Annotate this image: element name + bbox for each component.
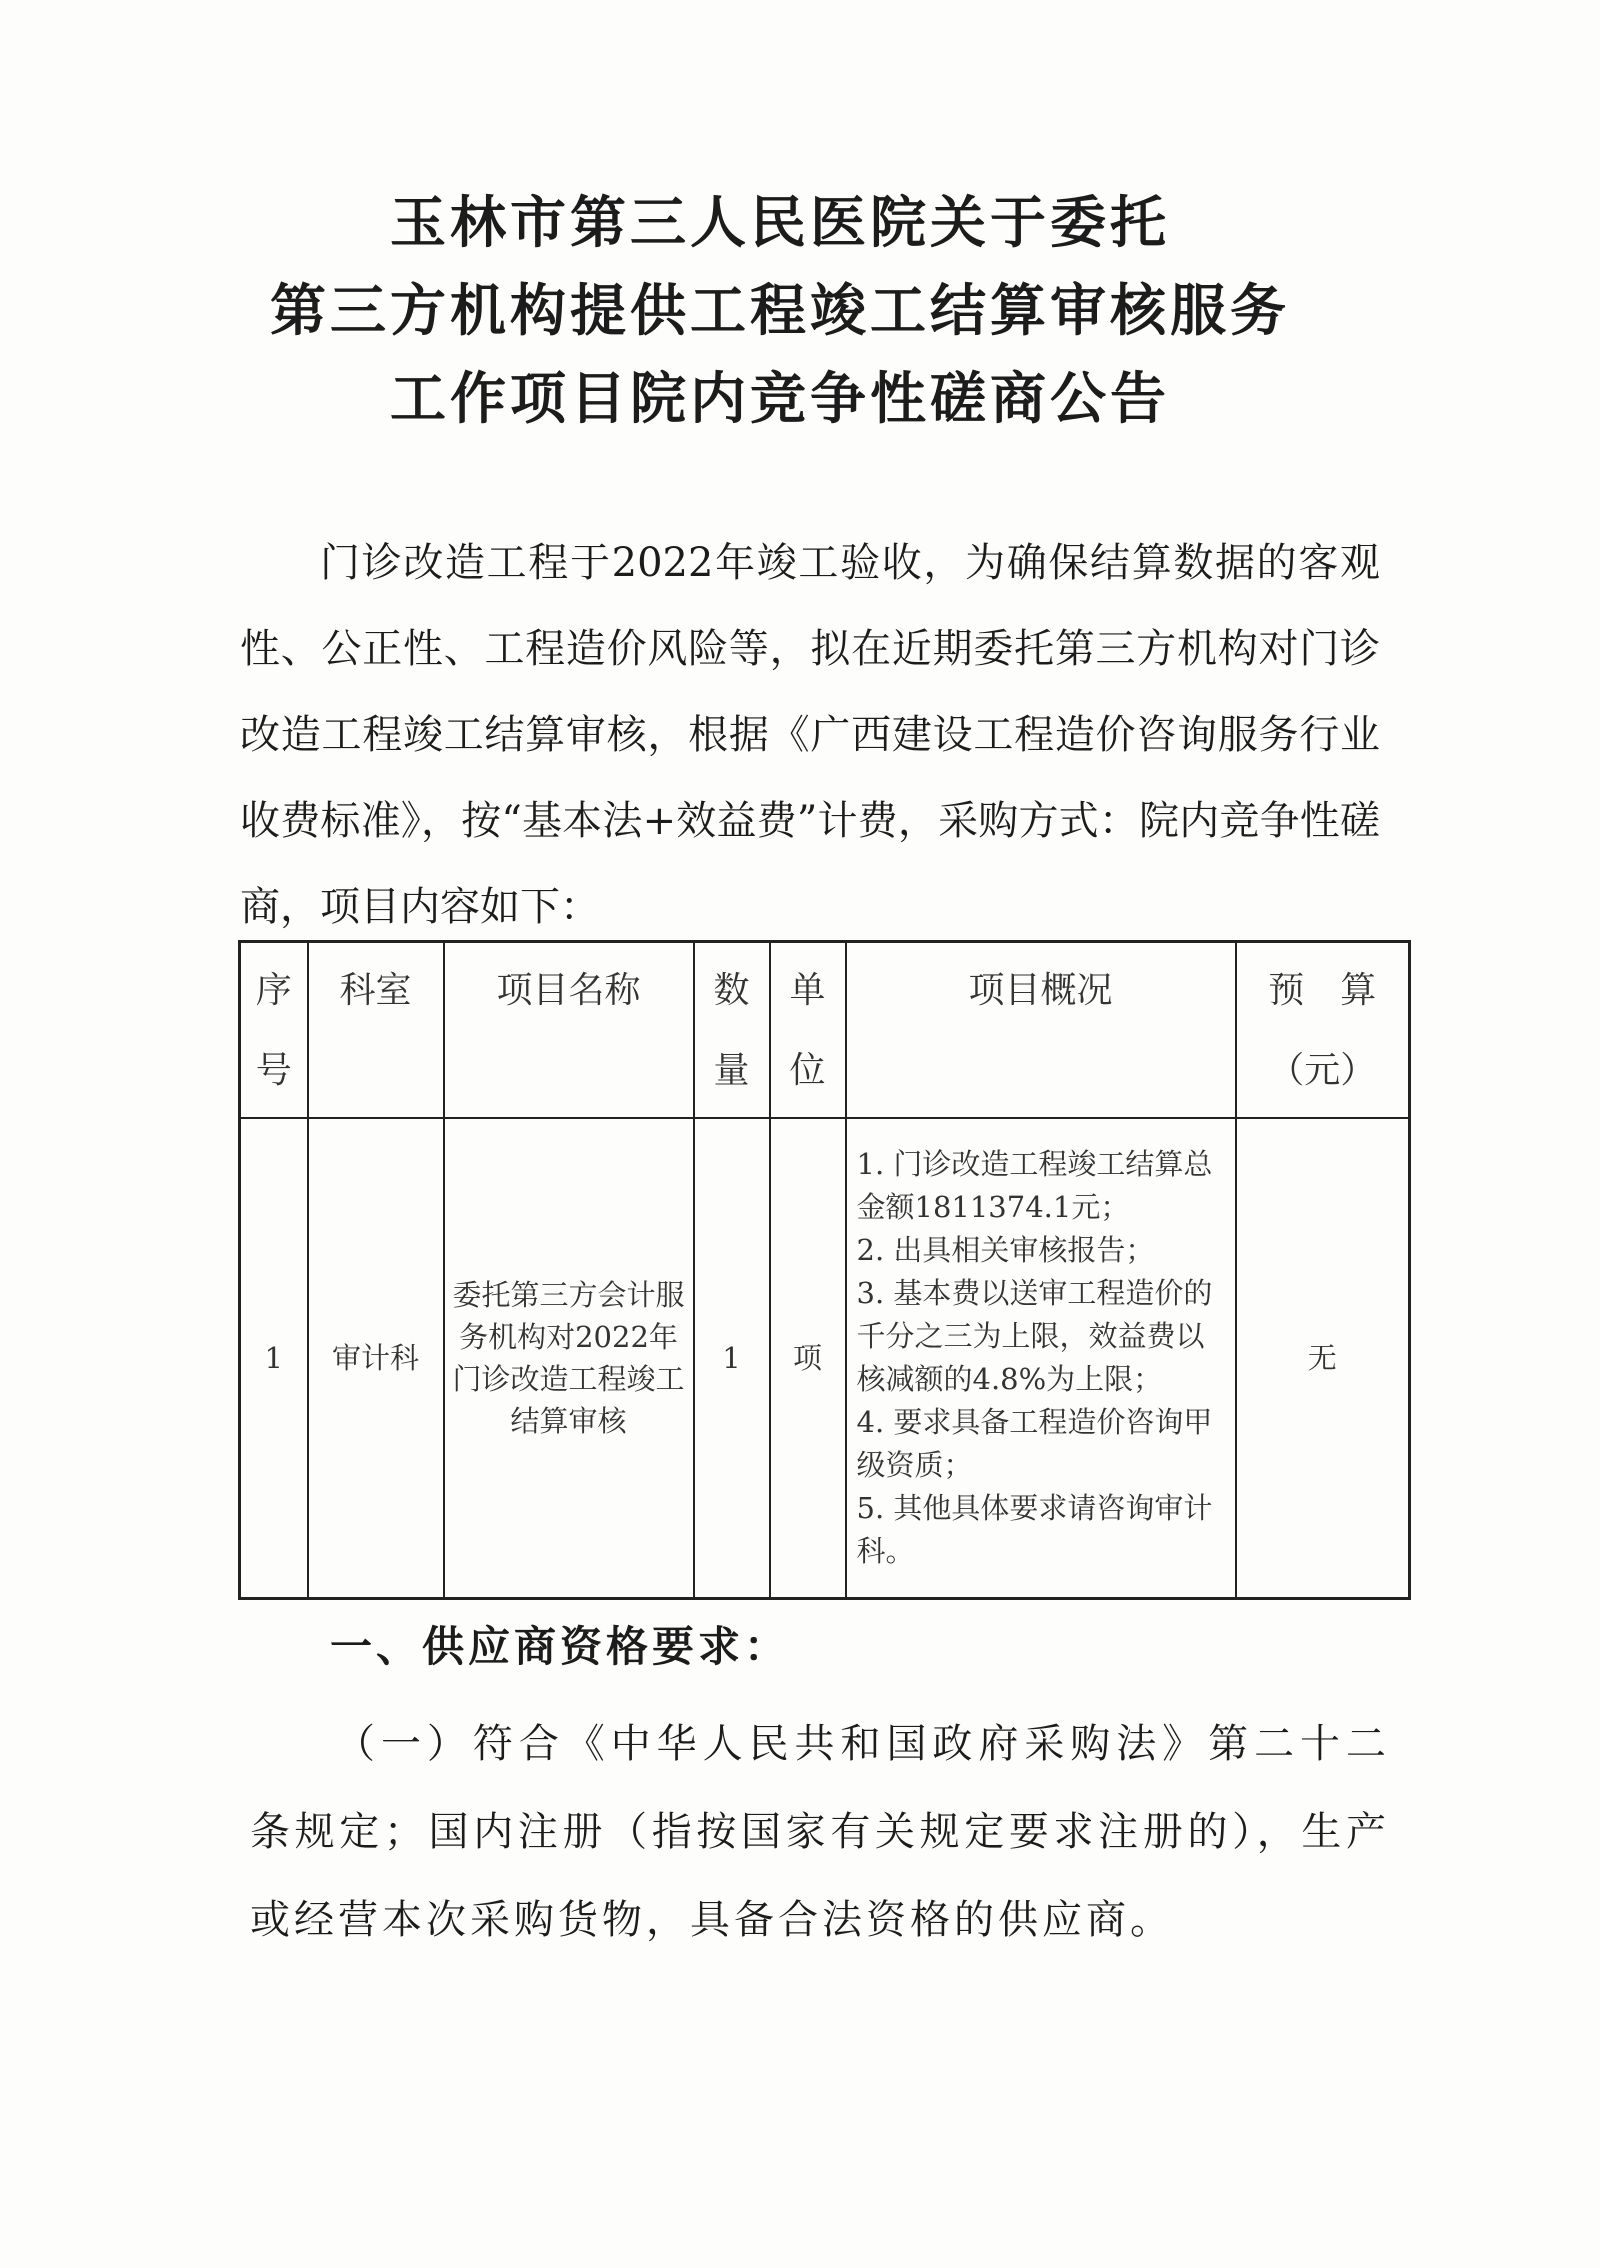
header-dept: 科室 — [308, 942, 444, 1119]
header-seq: 序 号 — [240, 942, 308, 1119]
cell-name: 委托第三方会计服务机构对2022年门诊改造工程竣工结算审核 — [444, 1118, 694, 1599]
document-title — [200, 180, 1360, 444]
project-table — [238, 940, 1411, 1600]
overview-item-1: 1. 门诊改造工程竣工结算总金额1811374.1元； — [856, 1147, 1213, 1224]
header-overview: 项目概况 — [846, 942, 1236, 1119]
clause-paragraph — [250, 1700, 1390, 1964]
section-heading: 一、供应商资格要求： — [330, 1622, 791, 1671]
table-row — [240, 1118, 1410, 1599]
clause-1-text: （一）符合《中华人民共和国政府采购法》第二十二条规定；国内注册（指按国家有关规定要求注册的），生产或经营本次采购货物，具备合法资格的供应商。 — [250, 1721, 1390, 1943]
header-unit: 单 位 — [770, 942, 846, 1119]
overview-item-5: 5. 其他具体要求请咨询审计科。 — [856, 1491, 1213, 1568]
header-name: 项目名称 — [444, 942, 694, 1119]
cell-seq: 1 — [240, 1118, 308, 1599]
header-budget: 预 算 （元） — [1236, 942, 1410, 1119]
overview-item-2: 2. 出具相关审核报告； — [856, 1233, 1155, 1267]
table-header-row — [240, 942, 1410, 1119]
cell-budget: 无 — [1236, 1118, 1410, 1599]
header-qty: 数 量 — [694, 942, 770, 1119]
overview-item-3: 3. 基本费以送审工程造价的千分之三为上限，效益费以核减额的4.8%为上限； — [856, 1276, 1213, 1396]
cell-qty: 1 — [694, 1118, 770, 1599]
intro-paragraph — [240, 520, 1380, 950]
title-line-3: 工作项目院内竞争性磋商公告 — [390, 367, 1170, 432]
cell-overview — [846, 1118, 1236, 1599]
title-line-2: 第三方机构提供工程竣工结算审核服务 — [270, 279, 1290, 344]
overview-item-4: 4. 要求具备工程造价咨询甲级资质； — [856, 1405, 1213, 1482]
cell-unit: 项 — [770, 1118, 846, 1599]
intro-text: 门诊改造工程于2022年竣工验收，为确保结算数据的客观性、公正性、工程造价风险等，拟在近期委托第三方机构对门诊改造工程竣工结算审核，根据《广西建设工程造价咨询服务行业收费标准》，按“基本法+效益费”计费，采购方式：院内竞争性磋商，项目内容如下： — [240, 540, 1380, 930]
cell-dept: 审计科 — [308, 1118, 444, 1599]
title-line-1: 玉林市第三人民医院关于委托 — [390, 191, 1170, 256]
